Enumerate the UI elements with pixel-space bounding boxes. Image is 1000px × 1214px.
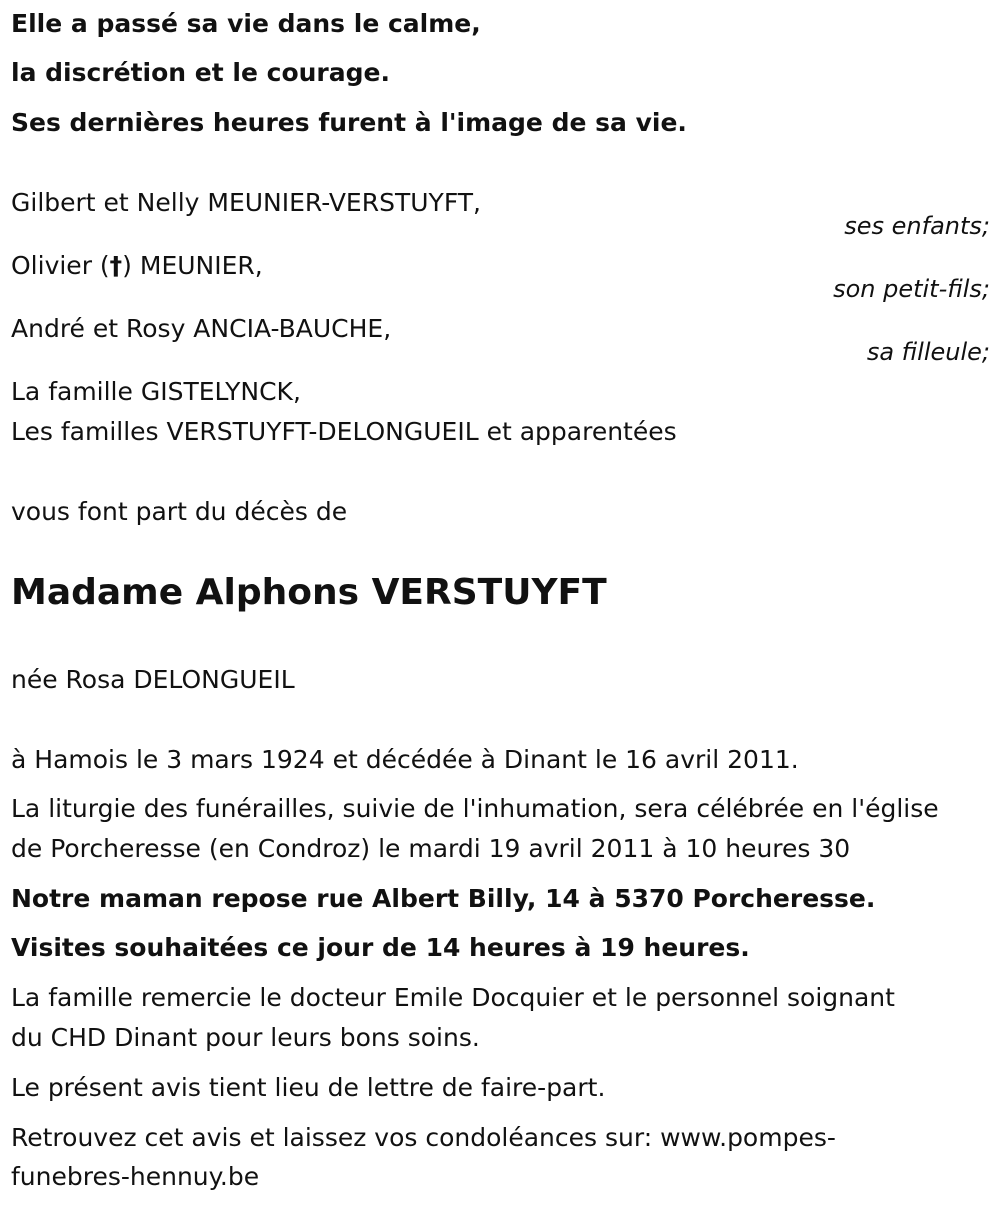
thanks-line-2: du CHD Dinant pour leurs bons soins. — [11, 1023, 480, 1052]
grandson-prefix: Olivier ( — [11, 251, 110, 280]
grandson-suffix: ) MEUNIER, — [122, 251, 263, 280]
liturgy-line-1: La liturgie des funérailles, suivie de l'inhumation, sera célébrée en l'église — [11, 794, 939, 823]
children-role: ses enfants; — [844, 212, 990, 240]
thanks-line-1: La famille remercie le docteur Emile Docquier et le personnel soignant — [11, 983, 895, 1012]
family-gistelynck: La famille GISTELYNCK, — [11, 377, 301, 406]
liturgy-line-2: de Porcheresse (en Condroz) le mardi 19 avril 2011 à 10 heures 30 — [11, 834, 851, 863]
repose-text: Notre maman repose rue Albert Billy, 14 à 5370 Porcheresse. — [11, 884, 876, 913]
deceased-name: Madame Alphons VERSTUYFT — [11, 572, 607, 613]
visits-text: Visites souhaitées ce jour de 14 heures à 19 heures. — [11, 933, 750, 962]
children-names: Gilbert et Nelly MEUNIER-VERSTUYFT, — [11, 188, 481, 217]
goddaughter-role: sa filleule; — [866, 338, 990, 366]
grandson-role: son petit-fils; — [833, 275, 990, 303]
intro-line-3: Ses dernières heures furent à l'image de sa vie. — [11, 108, 687, 137]
cross-icon: † — [109, 251, 123, 280]
families-verstuyft: Les familles VERSTUYFT-DELONGUEIL et apparentées — [11, 417, 677, 446]
announce-text: vous font part du décès de — [11, 497, 348, 526]
notice-text: Le présent avis tient lieu de lettre de faire-part. — [11, 1073, 606, 1102]
intro-line-2: la discrétion et le courage. — [11, 58, 390, 87]
goddaughter-names: André et Rosy ANCIA-BAUCHE, — [11, 314, 392, 343]
website-line-1: Retrouvez cet avis et laissez vos condoléances sur: www.pompes- — [11, 1123, 836, 1152]
website-line-2: funebres-hennuy.be — [11, 1162, 260, 1191]
born-died: à Hamois le 3 mars 1924 et décédée à Dinant le 16 avril 2011. — [11, 745, 799, 774]
grandson-names — [11, 251, 263, 281]
intro-line-1: Elle a passé sa vie dans le calme, — [11, 9, 481, 38]
maiden-name: née Rosa DELONGUEIL — [11, 665, 295, 694]
